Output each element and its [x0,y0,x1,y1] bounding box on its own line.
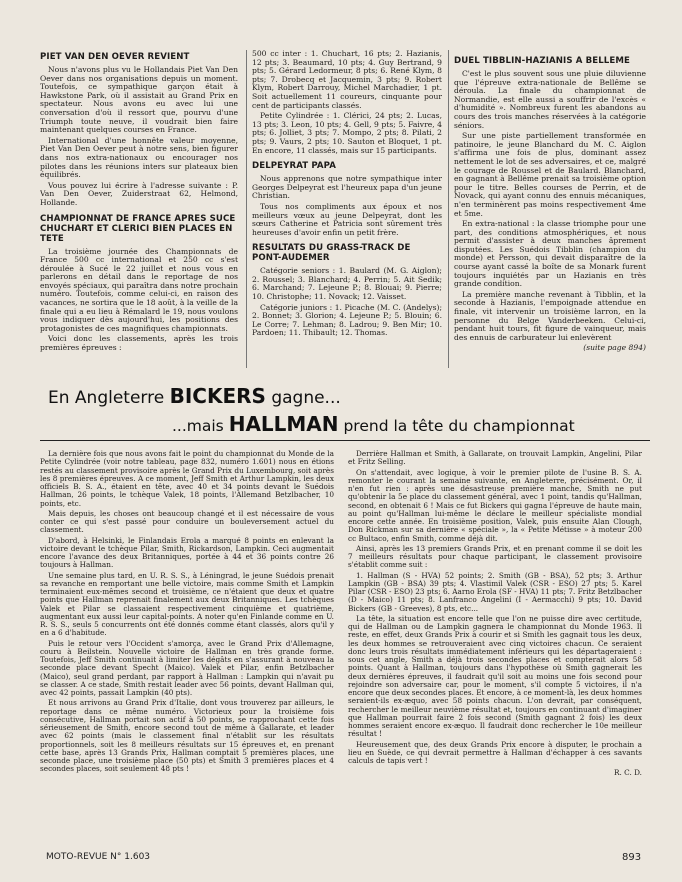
paragraph: D'abord, à Helsinki, le Finlandais Erola a marqué 8 points en enlevant la victoire devant le tchèque Pilar, Smith, Rickardson, Lampkin. Ceci augmentait encore l'avance des deux Britanniques, portée à 44 et 36 points contre 26 toujours à Hallman. [40,535,334,570]
paragraph: Derrière Hallman et Smith, à Gallarate, on trouvait Lampkin, Angelini, Pilar et Fritz Selling. [348,450,642,467]
results-seniors: Catégorie seniors : 1. Baulard (M. G. Aiglon); 2. Roussel; 3. Blanchard; 4. Perrin; 5. Ait Sedik; 6. Marchand; 7. Lejeune P.; 8. Blouai; 9. Pierre; 10. Christophe; 11. Novack; 12. Vaisset. [252,266,442,302]
column-divider [246,50,247,368]
column-bottom-right [348,450,642,846]
headline-delpeyrat: DELPEYRAT PAPA [252,161,337,172]
paragraph: Tous nos compliments aux époux et nos meilleurs vœux au jeune Delpeyrat, dont les sœurs Catherine et Patricia sont sûrement très heureuses d'avoir enfin un petit frère. [252,201,442,237]
results-500cc: 500 cc inter : 1. Chuchart, 16 pts; 2. Hazianis, 12 pts; 3. Beaumard, 10 pts; 4. Guy Bertrand, 9 pts; 5. Gérard Ledormeur, 8 pts; 6. René Klym, 8 pts; 7. Drobecq et Jacquemin, 3 pts; 9. Robert Klym, Robert Darrouy, Michel Marchadier, 1 pt. Soit actuellement 11 coureurs, cinquante pour cent de participants classés. [252,50,442,110]
paragraph: La tête, la situation est encore telle que l'on ne puisse dire avec certitude, qui de Hallman ou de Lampkin gagnera le championnat du Monde 1963. Il reste, en effet, deux Grands Prix à courir et si Smith les gagnait tous les deux, les deux hommes se retrouveraient avec cinq victoires chacun. Ce seraient donc leurs trois résultats immédiatement inférieurs qui les départageraient : sous cet angle, Smith a déjà trois secondes places et compterait alors 58 points. Quant à Hallman, toujours dans l'hypothèse où Smith gagnerait les deux dernières épreuves, il faudrait qu'il soit au moins une fois second pour rejoindre son adversaire car, pour le moment, s'il compte 5 victoires, il n'a encore que deux secondes places. Et encore, à ce moment-là, les deux hommes seraient-ils ex-æquo, avec 58 points chacun. L'on devrait, par conséquent, rechercher le meilleur neuvième résultat et, toujours en continuant d'imaginer que Hallman pourrait faire 2 fois second (Smith gagnant 2 fois) les deux hommes seraient encore ex-æquo. Il faudrait donc rechercher le 10e meilleur résultat ! [348,613,642,739]
paragraph: Puis le retour vers l'Occident s'amorça, avec le Grand Prix d'Allemagne, couru à Beilstein. Nouvelle victoire de Hallman en très grande forme. Toutefois, Jeff Smith continuait à limiter les dégâts en s'assurant à nouveau la seconde place devant Specht (Maico). Valek et Pilar, enfin Betzlbacher (Maico), seul grand perdant, par rapport à Hallman : Lampkin qui n'avait pu se classer. A ce stade, Smith restait leader avec 56 points, devant Hallman qui, avec 42 points, passait Lampkin (40 pts). [40,638,334,697]
results-juniors: Catégorie juniors : 1. Picache (M. C. (Andelys); 2. Bonnet; 3. Glorion; 4. Lejeune P.; 5. Blouin; 6. Le Corre; 7. Lehman; 8. Ladrou; 9. Ben Mir; 10. Pardoen; 11. Thibault; 12. Thomas. [252,302,442,338]
headline-bickers-post: gagne... [271,388,341,408]
headline-championnat-france: CHAMPIONNAT DE FRANCE APRES SUCE CHUCHART ET CLERICI BIEN PLACES EN TETE [40,213,236,244]
paragraph: Heureusement que, des deux Grands Prix encore à disputer, le prochain a lieu en Suède, ce qui devrait permettre à Hallman d'échapper à ces savants calculs de tapis vert ! [348,739,642,765]
headline-bickers-name: BICKERS [169,384,266,408]
paragraph: Nous apprenons que notre sympathique inter Georges Delpeyrat est l'heureux papa d'un jeune Christian. [252,174,442,201]
paragraph: La troisième journée des Championnats de France 500 cc international et 250 cc s'est déroulée à Sucé le 22 juillet et nous vous en parlerons en détail dans le reportage de nos envoyés spéciaux, qui paraîtra dans notre prochain numéro. Toutefois, comme celui-ci, en raison des vacances, ne sortira que le 18 août, à la veille de la finale qui a eu lieu à Rémalard le 19, nous voulons vous indiquer dès aujourd'hui, les positions des protagonistes de ces magnifiques championnats. [40,246,238,333]
paragraph: La première manche revenant à Tibblin, et la seconde à Hazianis, l'empoignade attendue en finale, vit intervenir un troisième larron, en la personne du Belge Vanderbeeken. Celui-ci, pendant huit tours, fit figure de vainqueur, mais des ennuis de carburateur lui enlevèrent [454,289,646,342]
headline-hallman-post: prend la tête du championnat [343,417,575,435]
paragraph: Ainsi, après les 13 premiers Grands Prix, et en prenant comme il se doit les 7 meilleurs résultats pour chaque participant, le classement provisoire s'établit comme suit : [348,543,642,570]
column-top-left [40,52,238,370]
standings-list: 1. Hallman (S - HVA) 52 points; 2. Smith (GB - BSA), 52 pts; 3. Arthur Lampkin (GB - BSA) 39 pts; 4. Vlastimil Valek (CSR - ESO) 27 pts; 5. Karel Pilar (CSR - ESO) 23 pts; 6. Aarno Erola (SF - HVA) 11 pts; 7. Fritz Betzlbacher (D - Maico) 11 pts; 8. Lanfranco Angelini (I - Aermacchi) 9 pts; 10. David Bickers (GB - Greeves), 8 pts, etc... [348,570,642,613]
footer-page-number: 893 [622,852,642,863]
headline-grass-track: RESULTATS DU GRASS-TRACK DE PONT-AUDEMER [252,243,411,264]
paragraph: International d'une honnête valeur moyenne, Piet Van Den Oever peut à notre sens, bien figurer dans nos extra-nationaux ou encourager nos pilotes dans les réunions inters sur plateaux bien équilibrés. [40,135,238,180]
continued-note: (suite page 894) [583,343,646,353]
headline-underline [40,440,650,441]
headline-duel-tibblin: DUEL TIBBLIN-HAZIANIS A BELLEME [454,56,630,66]
author-signature: R. C. D. [613,768,642,778]
column-top-middle [252,50,442,370]
headline-bickers [48,384,341,408]
column-top-right [454,56,646,370]
paragraph: Une semaine plus tard, en U. R. S. S., à Léningrad, le jeune Suédois prenait sa revanche en remportant une belle victoire, mais comme Smith et Lampkin terminaient eux-mêmes second et troisième, ce n'étaient que deux et quatre points que Hallman reprenait finalement aux deux Britanniques. Les tchèques Valek et Pilar se classaient respectivement cinquième et quatrième, augmentant eux aussi leur capital-points. A noter qu'en Finlande comme en U. R. S. S., seuls 5 concurrents ont été donnés comme étant classés, alors qu'il y en a 6 d'habitude. [40,570,334,638]
paragraph: La dernière fois que nous avons fait le point du championnat du Monde de la Petite Cylindrée (voir notre tableau, page 832, numéro 1.601) nous en étions restés au classement provisoire après le Grand Prix du Luxembourg, soit après les 8 premières épreuves. A ce moment, Jeff Smith et Arthur Lampkin, les deux officiels B. S. A., étaient en tête, avec 40 et 34 points devant le Suédois Hallman, 26 points, le tchèque Valek, 18 points, l'Allemand Betzlbacher, 10 points, etc. [40,450,334,508]
paragraph: C'est le plus souvent sous une pluie diluvienne que l'épreuve extra-nationale de Bellême se déroula. La finale du championnat de Normandie, est elle aussi a souffrir de l'excès « d'humidité ». Nombreux furent les abandons au cours des trois manches réservées à la catégorie séniors. [454,69,646,130]
paragraph: En extra-national : la classe triomphe pour une part, des conditions atmosphériques, et nous permit d'assister à deux manches âprement disputées. Les Suédois Tibblin (champion du monde) et Persson, qui devait disparaître de la course ayant cassé la boîte de sa Monark furent toujours inquiétés par un Hazianis en très grande condition. [454,219,646,289]
headline-bickers-pre: En Angleterre [48,388,165,408]
paragraph: Et nous arrivons au Grand Prix d'Italie, dont vous trouverez par ailleurs, le reportage dans ce même numéro. Victorieux pour la troisième fois consécutive, Hallman portait son actif à 50 points, se rapprochant cette fois sérieusement de Smith, encore second tout de même à Gallarate, et leader avec 62 points (mais le classement final n'établit sur les résultats proportionnels, soit les 8 meilleurs résultats sur 15 épreuves et, en prenant cette base, après 13 Grands Prix, Hallman comptait 5 premières places, une seconde place, une troisième place (50 pts) et Smith 3 premières places et 4 secondes places, soit seulement 48 pts ! [40,698,334,774]
paragraph: On s'attendait, avec logique, à voir le premier pilote de l'usine B. S. A. remonter le courant la semaine suivante, en Angleterre, précisément. Or, il n'en fut rien : après une désastreuse première manche, Smith ne put qu'obtenir la 5e place du classement général, avec 1 point, tandis qu'Hallman, second, en obtenait 6 ! Mais ce fut Bickers qui gagna l'épreuve de haute main, au point qu'Hallman lui-même le déclare le meilleur spécialiste mondial encore cette année. En troisième position, Valek, puis ensuite Alan Clough, Don Rickman sur sa dernière « spéciale », la « Petite Métisse » à moteur 200 cc Bultaco, enfin Smith, comme déjà dit. [348,467,642,543]
paragraph: Mais depuis, les choses ont beaucoup changé et il est nécessaire de vous conter ce qui s'est passé pour conduire un bouleversement actuel du classement. [40,508,334,535]
paragraph: Nous n'avons plus vu le Hollandais Piet Van Den Oever dans nos organisations depuis un moment. Toutefois, ce sympathique garçon était à Hawkstone Park, où il assistait au Grand Prix en spectateur. Nous avons eu avec lui une conversation d'où il ressort que, pourvu d'une Triumph toute neuve, il voudrait bien faire maintenant quelques courses en France. [40,65,238,135]
paragraph: Sur une piste partiellement transformée en patinoire, le jeune Blanchard du M. C. Aiglon s'affirma une fois de plus, dominant assez nettement le lot de ses adversaires, et ce, malgré le courage de Roussel et de Baulard. Blanchard, en gagnant à Bellême prenait sa troisième option pour le titre. Belles courses de Perrin, et de Novack, qui ayant connu des ennuis mécaniques, n'en terminèrent pas moins respectivement 4me et 5me. [454,131,646,218]
headline-van-den-oever: PIET VAN DEN OEVER REVIENT [40,52,190,62]
headline-hallman [172,412,575,436]
headline-hallman-pre: ...mais [172,417,224,435]
headline-hallman-name: HALLMAN [228,412,339,436]
footer-magazine-issue: MOTO-REVUE N° 1.603 [46,852,151,862]
results-petite-cylindree: Petite Cylindrée : 1. Clérici, 24 pts; 2. Lucas, 13 pts; 3. Leon, 10 pts; 4. Gell, 9 pts; 5. Faivre, 4 pts; 6. Jolliet, 3 pts; 7. Mompo, 2 pts; 8. Pilati, 2 pts; 9. Vaurs, 2 pts; 10. Sauton et Bloquet, 1 pt. En encore, 11 classés, mais sur 15 participants. [252,111,442,155]
paragraph: Vous pouvez lui écrire à l'adresse suivante : P. Van Den Oever, Zuiderstraat 62, Helmond, Hollande. [40,180,238,207]
column-divider [448,50,449,368]
column-bottom-left [40,450,334,846]
paragraph: Voici donc les classements, après les trois premières épreuves : [40,334,238,353]
